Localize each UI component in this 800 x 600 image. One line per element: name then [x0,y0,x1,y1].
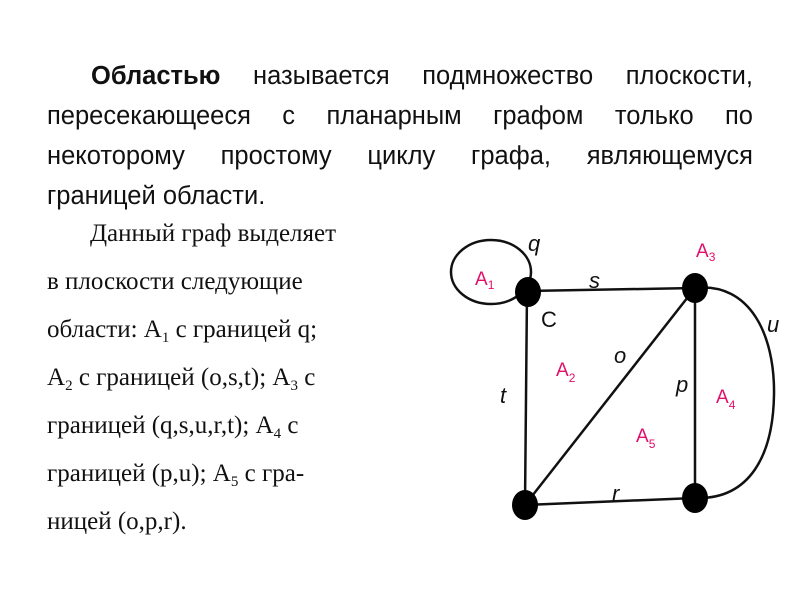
region-label-a4 [716,387,736,412]
subscript: 3 [290,378,298,394]
text-fragment: с границей (o,s,t); A [72,364,291,391]
region-label-a1 [475,269,495,292]
edge-label-o: o [614,343,627,368]
region-letter: A [556,360,569,381]
region-label-a5 [636,426,656,451]
text-fragment: A [47,364,66,391]
definition-text: называется подмножество плоскости, пересекающееся с планарным графом только по некоторому простому циклу графа, являющемуся границей области. [47,62,753,210]
definition-term: Областью [91,62,221,90]
edge-label-r: r [612,481,620,506]
subscript: 4 [273,426,282,442]
text-fragment: области: A [47,316,162,343]
region-index: 5 [648,437,656,451]
region-label-a2 [556,360,576,385]
text-fragment: границей (p,u); A [47,460,231,487]
region-index: 4 [728,398,736,412]
region-label-a3 [696,241,716,264]
description-line-2: в плоскости следующие [47,268,303,295]
region-letter: A [636,426,649,447]
edge-label-p: p [676,372,689,397]
edge-s [527,288,695,291]
edge-t [525,291,527,505]
subscript: 1 [161,330,170,346]
text-fragment: границей (q,s,u,r,t); A [47,412,274,439]
description-line-7: ницей (o,p,r). [47,508,187,535]
vertex-label-c: C [541,307,557,332]
text-fragment: с [297,364,316,391]
edge-label-q: q [528,231,541,256]
region-letter: A [696,241,709,262]
region-letter: A [475,269,488,290]
vertex-bottom-right [682,483,708,513]
region-letter: A [716,387,729,408]
region-index: 1 [487,278,495,292]
text-fragment: с гра- [238,460,305,487]
subscript: 5 [230,474,239,490]
edge-label-t: t [500,383,507,408]
edge-r [525,498,695,505]
text-fragment: с [281,412,299,439]
edge-u [695,288,774,499]
edge-label-s: s [589,268,600,293]
vertex-c [515,277,541,307]
vertex-top-right [682,273,708,303]
subscript: 2 [65,378,73,394]
region-index: 3 [708,250,716,264]
vertex-bottom-left [512,490,538,520]
region-index: 2 [568,371,576,385]
description-line-1: Данный граф выделяет [90,220,337,247]
text-fragment: с границей q; [169,316,318,343]
edge-label-u: u [767,312,780,337]
